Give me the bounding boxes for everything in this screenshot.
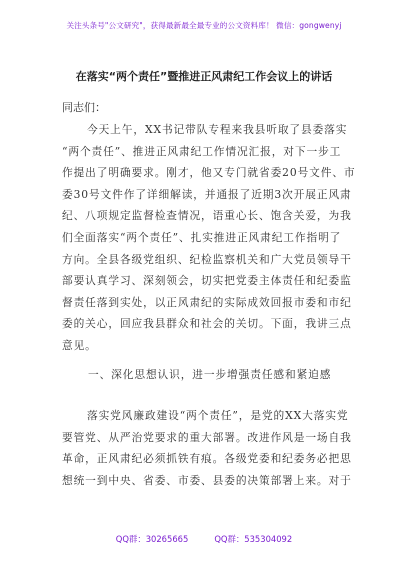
paragraph-line: 委30号文件作了详细解读，并通报了近期3次开展正风肃 (62, 187, 352, 201)
paragraph-line: 今天上午，XX书记带队专程来我县听取了县委落实 (87, 123, 348, 136)
salutation: 同志们： (62, 101, 106, 114)
footer-qq-group-2: QQ群：535304092 (214, 534, 293, 544)
document-title: 在落实“两个责任”暨推进正风肃纪工作会议上的讲话 (75, 70, 333, 83)
paragraph-line: 革命，正风肃纪必须抓铁有痕。各级党委和纪委务必把思 (62, 452, 352, 466)
paragraph-line: 要管党、从严治党要求的重大部署。改进作风是一场自我 (62, 430, 352, 444)
paragraph-line: 意见。 (62, 338, 97, 352)
paragraph-line: 想统一到中央、省委、市委、县委的决策部署上来。对于 (62, 473, 352, 487)
paragraph-line: “两个责任”、推进正风肃纪工作情况汇报，对下一步工 (62, 144, 342, 158)
paragraph-line: 方向。全县各级党组织、纪检监察机关和广大党员领导干 (62, 252, 352, 266)
footer-qq-group-1: QQ群：30265665 (115, 534, 189, 544)
paragraph-line: 督责任落到实处，以正风肃纪的实际成效回报市委和市纪 (62, 295, 352, 309)
paragraph-line: 委的关心，回应我县群众和社会的关切。下面，我讲三点 (62, 317, 352, 331)
footer-contact (0, 533, 408, 545)
paragraph-line: 们全面落实“两个责任”、扎实推进正风肃纪工作指明了 (62, 230, 342, 244)
paragraph-line: 作提出了明确要求。刚才，他又专门就省委20号文件、市 (62, 166, 356, 180)
paragraph-line: 落实党风廉政建设“两个责任”，是党的XX大落实党 (87, 409, 349, 422)
paragraph-line: 纪、八项规定监督检查情况，语重心长、饱含关爱，为我 (62, 209, 352, 223)
section-heading-1: 一、深化思想认识，进一步增强责任感和紧迫感 (88, 368, 332, 381)
paragraph-1 (62, 119, 356, 357)
paragraph-2 (62, 405, 352, 491)
paragraph-line: 部要认真学习、深刻领会，切实把党委主体责任和纪委监 (62, 274, 352, 288)
header-banner: 关注头条号"公文研究"，获得最新最全最专业的公文资料库！ 微信：gongwenyj (66, 21, 342, 30)
